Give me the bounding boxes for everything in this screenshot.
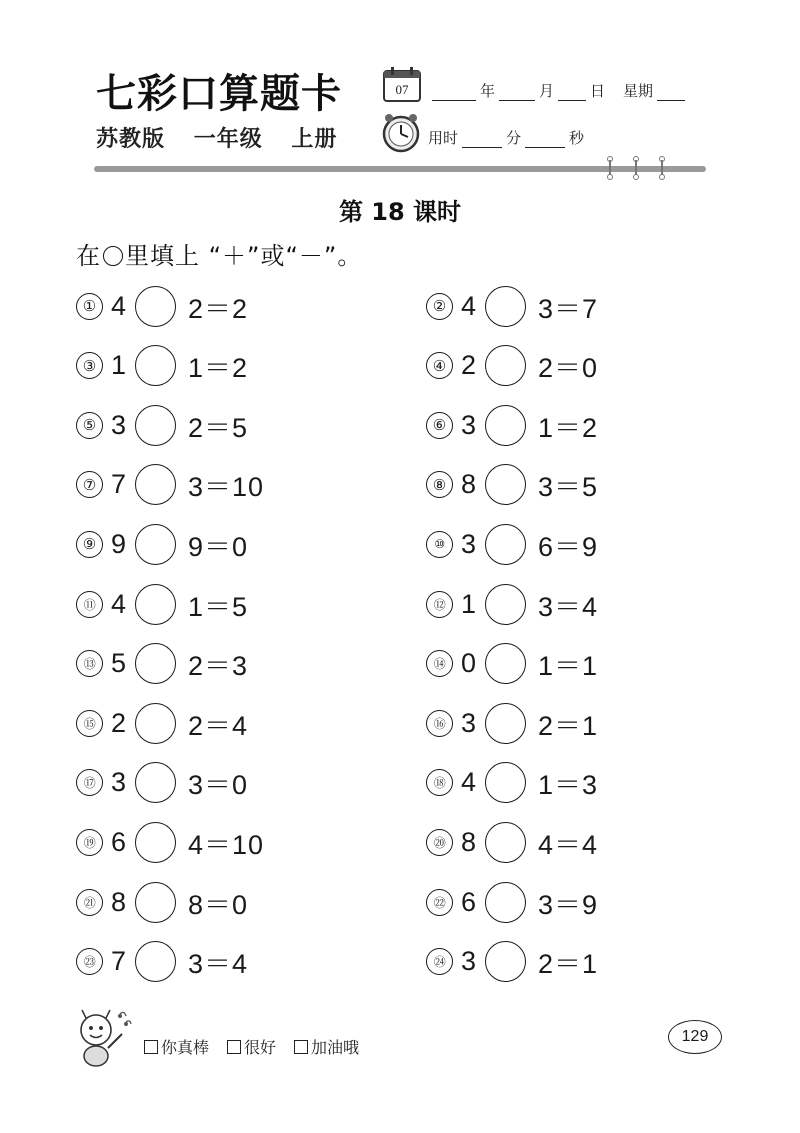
operator-answer-circle[interactable]	[135, 286, 176, 327]
operator-answer-circle[interactable]	[135, 405, 176, 446]
minute-label: 分	[506, 129, 522, 147]
minute-blank[interactable]	[462, 132, 502, 148]
first-operand: 2	[111, 707, 127, 738]
first-operand: 3	[461, 707, 477, 738]
problem-item	[76, 642, 248, 686]
operator-answer-circle[interactable]	[485, 405, 526, 446]
logo-title: 七彩口算题卡	[96, 70, 342, 117]
problem-number: ⑧	[426, 471, 453, 498]
problem-item	[76, 761, 248, 805]
grade-label: 一年级	[193, 127, 263, 152]
equation-rest: 3＝0	[188, 770, 249, 801]
problem-item	[426, 940, 598, 984]
first-operand: 4	[461, 290, 477, 321]
rating-keep-going[interactable]: 加油哦	[294, 1035, 359, 1058]
operator-answer-circle[interactable]	[485, 643, 526, 684]
equation-rest: 4＝10	[188, 829, 265, 860]
weekday-label: 星期	[623, 82, 654, 100]
equation-rest: 3＝4	[188, 949, 249, 980]
operator-answer-circle[interactable]	[135, 703, 176, 744]
operator-answer-circle[interactable]	[485, 345, 526, 386]
first-operand: 8	[461, 469, 477, 500]
instruction-suffix: 里填上 “＋”或“－”。	[125, 242, 363, 270]
date-fill-line	[428, 80, 689, 101]
problem-number: ④	[426, 352, 453, 379]
page-number: 129	[668, 1020, 722, 1054]
volume-label: 上册	[291, 127, 338, 152]
operator-answer-circle[interactable]	[485, 762, 526, 803]
problem-item	[426, 403, 598, 447]
problem-item	[76, 940, 248, 984]
equation-rest: 2＝1	[538, 710, 599, 741]
problem-number: ⑱	[426, 769, 453, 796]
first-operand: 6	[111, 826, 127, 857]
problem-item	[426, 284, 598, 328]
problem-item	[76, 522, 248, 566]
problem-number: ⑦	[76, 471, 103, 498]
problem-item	[76, 463, 264, 507]
problem-number: ①	[76, 293, 103, 320]
problem-number: ㉒	[426, 889, 453, 916]
day-blank[interactable]	[558, 85, 586, 101]
equation-rest: 3＝9	[538, 889, 599, 920]
checkbox[interactable]	[144, 1040, 158, 1054]
operator-answer-circle[interactable]	[485, 464, 526, 505]
binder-ring-icon	[658, 156, 666, 180]
first-operand: 6	[461, 886, 477, 917]
edition-line	[96, 122, 357, 153]
first-operand: 4	[111, 588, 127, 619]
problem-item	[426, 463, 598, 507]
equation-rest: 1＝5	[188, 591, 249, 622]
day-label: 日	[590, 82, 606, 100]
rating-good[interactable]: 很好	[227, 1035, 276, 1058]
problem-item	[426, 820, 598, 864]
operator-answer-circle[interactable]	[485, 286, 526, 327]
equation-rest: 2＝1	[538, 949, 599, 980]
equation-rest: 1＝1	[538, 651, 599, 682]
problem-number: ⑤	[76, 412, 103, 439]
rating-options	[144, 1035, 359, 1058]
equation-rest: 2＝5	[188, 412, 249, 443]
equation-rest: 3＝10	[188, 472, 265, 503]
problem-number: ⑯	[426, 710, 453, 737]
problem-item	[76, 582, 248, 626]
time-used-label: 用时	[428, 129, 459, 147]
lesson-title: 第 18 课时	[338, 198, 462, 226]
checkbox[interactable]	[294, 1040, 308, 1054]
operator-answer-circle[interactable]	[135, 941, 176, 982]
problem-number: ㉑	[76, 889, 103, 916]
equation-rest: 3＝5	[538, 472, 599, 503]
equation-rest: 2＝2	[188, 293, 249, 324]
first-operand: 7	[111, 946, 127, 977]
problem-item	[426, 701, 598, 745]
first-operand: 4	[461, 767, 477, 798]
time-fill-line	[428, 127, 584, 148]
problem-number: ②	[426, 293, 453, 320]
problem-number: ㉓	[76, 948, 103, 975]
clock-icon	[380, 112, 422, 154]
operator-answer-circle[interactable]	[135, 762, 176, 803]
problem-item	[76, 403, 248, 447]
operator-answer-circle[interactable]	[485, 822, 526, 863]
problem-item	[426, 880, 598, 924]
instruction	[76, 236, 362, 271]
first-operand: 8	[461, 826, 477, 857]
equation-rest: 4＝4	[538, 829, 599, 860]
problem-number: ⑲	[76, 829, 103, 856]
operator-answer-circle[interactable]	[135, 643, 176, 684]
header-divider	[94, 166, 706, 172]
first-operand: 1	[111, 350, 127, 381]
first-operand: 1	[461, 588, 477, 619]
first-operand: 7	[111, 469, 127, 500]
problem-number: ⑬	[76, 650, 103, 677]
first-operand: 3	[111, 409, 127, 440]
second-label: 秒	[569, 129, 585, 147]
operator-answer-circle[interactable]	[135, 464, 176, 505]
equation-rest: 9＝0	[188, 531, 249, 562]
first-operand: 5	[111, 648, 127, 679]
problem-item	[426, 642, 598, 686]
equation-rest: 8＝0	[188, 889, 249, 920]
operator-answer-circle[interactable]	[485, 524, 526, 565]
operator-answer-circle[interactable]	[485, 584, 526, 625]
problem-number: ⑪	[76, 591, 103, 618]
operator-answer-circle[interactable]	[485, 882, 526, 923]
edition-label: 苏教版	[96, 127, 166, 152]
problem-item	[426, 582, 598, 626]
problem-number: ⑩	[426, 531, 453, 558]
problem-number: ⑫	[426, 591, 453, 618]
instruction-prefix: 在	[76, 242, 101, 270]
year-blank[interactable]	[432, 85, 476, 101]
equation-rest: 1＝2	[188, 353, 249, 384]
operator-answer-circle[interactable]	[135, 882, 176, 923]
equation-rest: 2＝3	[188, 651, 249, 682]
equation-rest: 1＝2	[538, 412, 599, 443]
operator-answer-circle[interactable]	[135, 822, 176, 863]
month-label: 月	[539, 82, 555, 100]
weekday-blank[interactable]	[657, 85, 685, 101]
first-operand: 3	[461, 946, 477, 977]
mascot-illustration	[70, 1004, 136, 1070]
operator-answer-circle[interactable]	[135, 584, 176, 625]
equation-rest: 3＝4	[538, 591, 599, 622]
first-operand: 3	[461, 528, 477, 559]
problem-number: ㉔	[426, 948, 453, 975]
equation-rest: 1＝3	[538, 770, 599, 801]
first-operand: 9	[111, 528, 127, 559]
operator-answer-circle[interactable]	[135, 524, 176, 565]
equation-rest: 6＝9	[538, 531, 599, 562]
problem-number: ⑮	[76, 710, 103, 737]
first-operand: 8	[111, 886, 127, 917]
problem-item	[426, 344, 598, 388]
problem-item	[76, 880, 248, 924]
problem-item	[76, 344, 248, 388]
equation-rest: 3＝7	[538, 293, 599, 324]
checkbox[interactable]	[227, 1040, 241, 1054]
problem-number: ⑰	[76, 769, 103, 796]
operator-answer-circle[interactable]	[135, 345, 176, 386]
problem-item	[426, 761, 598, 805]
problem-item	[426, 522, 598, 566]
first-operand: 0	[461, 648, 477, 679]
calendar-day: 07	[395, 82, 409, 97]
second-blank[interactable]	[525, 132, 565, 148]
binder-ring-icon	[632, 156, 640, 180]
calendar-icon	[382, 66, 422, 104]
first-operand: 3	[461, 409, 477, 440]
operator-answer-circle[interactable]	[485, 941, 526, 982]
problem-item	[76, 284, 248, 328]
month-blank[interactable]	[499, 85, 535, 101]
operator-answer-circle[interactable]	[485, 703, 526, 744]
binder-ring-icon	[606, 156, 614, 180]
first-operand: 3	[111, 767, 127, 798]
problem-number: ③	[76, 352, 103, 379]
problem-item	[76, 701, 248, 745]
problem-number: ⑥	[426, 412, 453, 439]
circle-symbol-icon	[103, 246, 123, 266]
problem-number: ⑨	[76, 531, 103, 558]
equation-rest: 2＝4	[188, 710, 249, 741]
equation-rest: 2＝0	[538, 353, 599, 384]
first-operand: 2	[461, 350, 477, 381]
problem-number: ⑭	[426, 650, 453, 677]
rating-great[interactable]: 你真棒	[144, 1035, 209, 1058]
problem-item	[76, 820, 264, 864]
first-operand: 4	[111, 290, 127, 321]
problem-number: ⑳	[426, 829, 453, 856]
year-label: 年	[480, 82, 496, 100]
